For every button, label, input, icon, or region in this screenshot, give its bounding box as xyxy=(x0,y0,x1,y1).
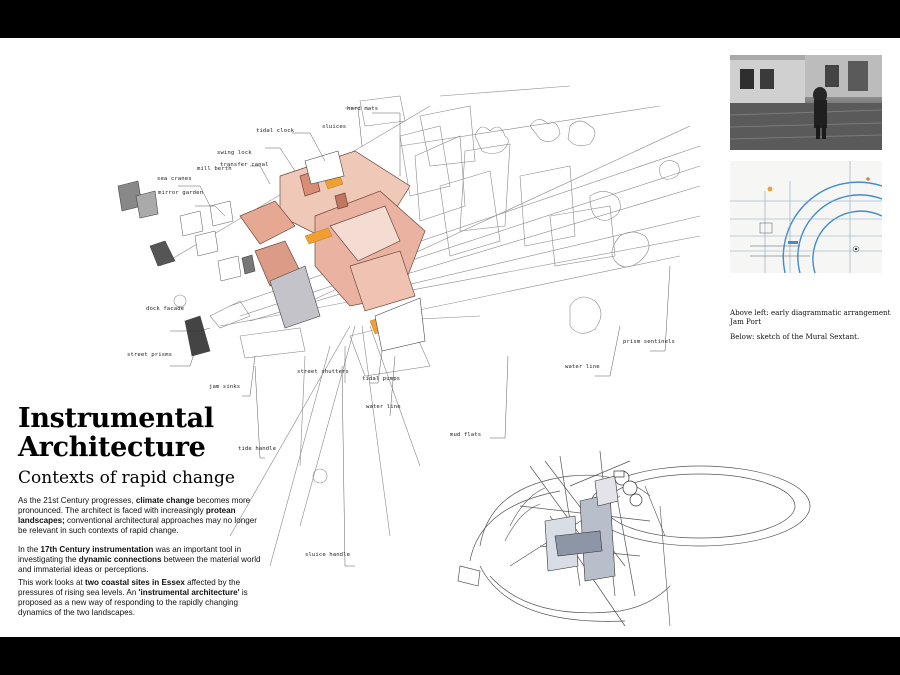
title-line-1: Instrumental xyxy=(18,403,214,434)
label-tide-handle: tide handle xyxy=(238,446,277,452)
page-title xyxy=(18,404,278,462)
sketch-mural-sextant-detail xyxy=(730,161,882,273)
photo-flooded-street xyxy=(730,55,882,150)
label-water-line-2: water line xyxy=(565,364,600,370)
paragraph-climate-change xyxy=(18,496,268,536)
label-prism-sentinels: prism sentinels xyxy=(623,339,676,345)
para2-text-a: In the xyxy=(18,545,41,554)
page-subtitle: Contexts of rapid change xyxy=(18,468,235,488)
label-mirror-garden: mirror garden xyxy=(158,190,204,196)
para1-text-a: As the 21st Century progresses, xyxy=(18,496,136,505)
label-sluice-handle: sluice handle xyxy=(305,552,351,558)
paragraph-coastal-sites xyxy=(18,578,268,618)
para1-highlight-protean-landscapes: protean landscapes; xyxy=(18,506,236,525)
presentation-sheet xyxy=(0,38,900,637)
photo-drawing xyxy=(730,55,882,150)
sketch-mural-sextant xyxy=(450,426,820,636)
para3-highlight-coastal-sites: two coastal sites in Essex xyxy=(85,578,185,587)
para2-text-e: between the material world and immaterial ideas or perceptions. xyxy=(18,555,261,574)
label-tidal-pumps: tidal pumps xyxy=(362,376,401,382)
label-water-line-1: water line xyxy=(366,404,401,410)
para3-highlight-instrumental-architecture: 'instrumental architecture' xyxy=(138,588,240,597)
para3-text-c: affected by the pressures of rising sea levels. An xyxy=(18,578,241,597)
paragraph-instrumentation xyxy=(18,545,268,575)
label-hard-mats: hard mats xyxy=(347,106,379,112)
label-street-shutters: street shutters xyxy=(297,369,350,375)
para3-text-a: This work looks at xyxy=(18,578,86,587)
label-street-prisms: street prisms xyxy=(127,352,173,358)
label-swing-lock: swing lock xyxy=(217,150,252,156)
label-transfer-canal: transfer canal xyxy=(220,162,269,168)
label-jam-sinks: jam sinks xyxy=(209,384,241,390)
label-dock-facade: dock facade xyxy=(146,306,185,312)
title-line-2: Architecture xyxy=(18,432,206,463)
caption-above: Above left: early diagrammatic arrangement Jam Port xyxy=(730,308,891,326)
caption-below: Below: sketch of the Mural Sextant. xyxy=(730,332,860,341)
para2-text-c: was an important tool in investigating the xyxy=(18,545,242,564)
para2-highlight-17th-century: 17th Century instrumentation xyxy=(40,545,154,554)
label-sluices: sluices xyxy=(322,124,347,130)
para2-highlight-dynamic-connections: dynamic connections xyxy=(78,555,162,564)
label-tidal-clock: tidal clock xyxy=(256,128,295,134)
sextant-linework xyxy=(450,426,820,636)
label-mill-berth: mill berth xyxy=(197,166,232,172)
label-mud-flats: mud flats xyxy=(450,432,482,438)
para1-text-e: conventional architectural approaches may no longer be relevant in such contexts of rapid change. xyxy=(18,516,257,535)
label-sea-cranes: sea cranes xyxy=(157,176,192,182)
sextant-detail-drawing xyxy=(730,161,882,273)
para1-highlight-climate-change: climate change xyxy=(135,496,195,505)
para1-text-c: becomes more pronounced. The architect is faced with increasingly xyxy=(18,496,251,515)
para3-text-e: is proposed as a new way of responding to the rapidly changing dynamics of the two landscapes. xyxy=(18,588,248,617)
